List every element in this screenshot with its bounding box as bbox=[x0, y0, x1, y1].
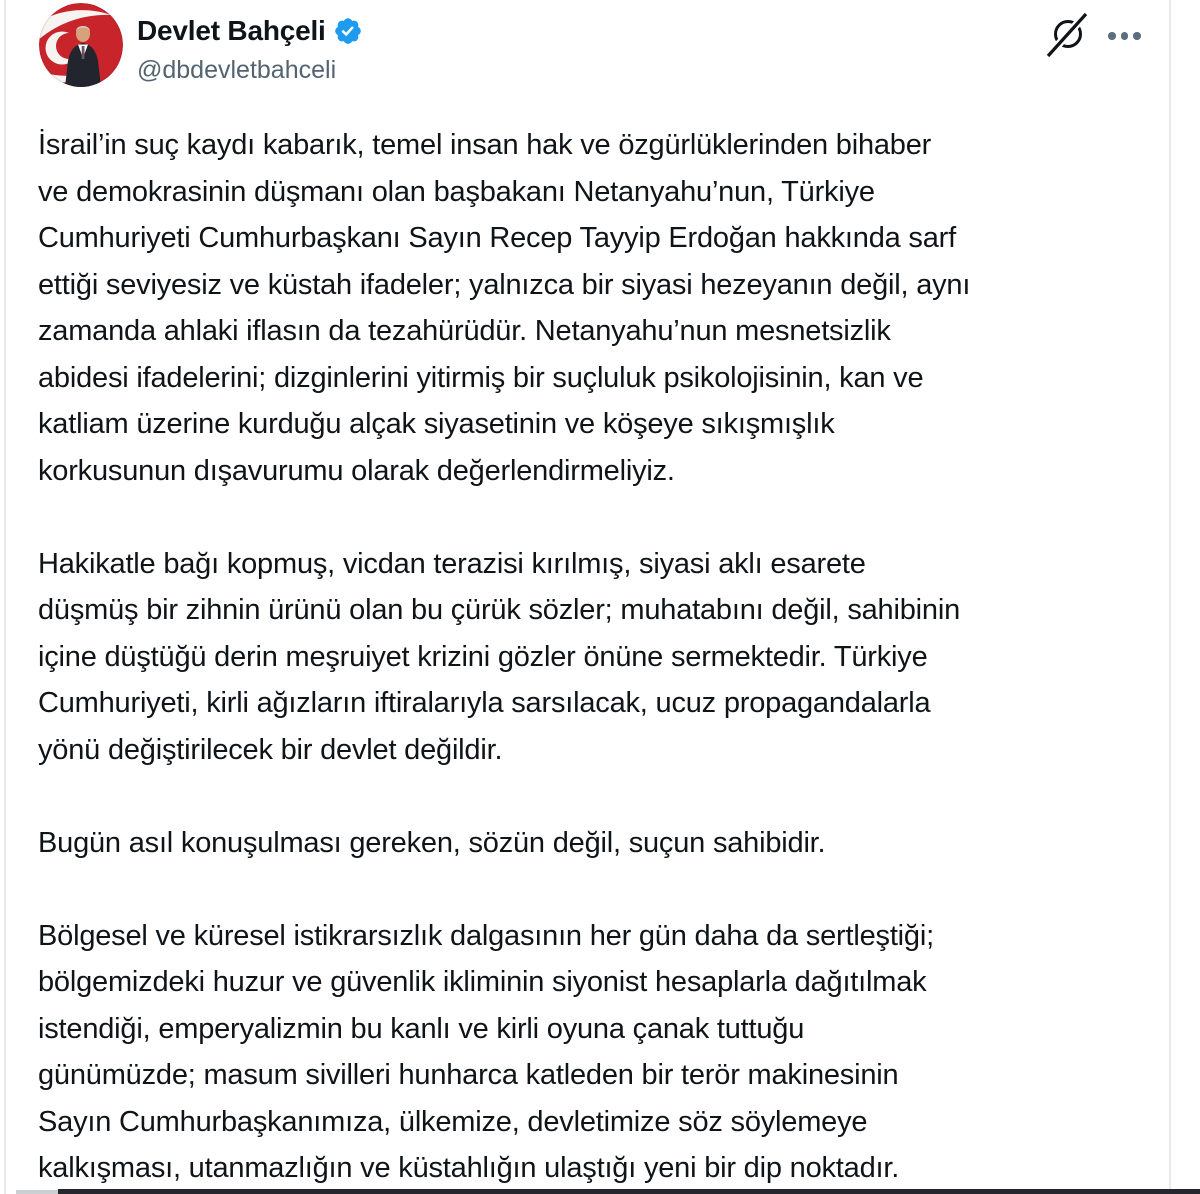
tweet-paragraph bbox=[38, 820, 1160, 867]
tweet-text-line: Bölgesel ve küresel istikrarsızlık dalgasının her gün daha da sertleştiği; bbox=[38, 919, 934, 952]
avatar-image bbox=[39, 3, 123, 87]
user-handle[interactable]: @dbdevletbahceli bbox=[137, 56, 337, 84]
tweet-text-line: Hakikatle bağı kopmuş, vicdan terazisi kırılmış, siyasi aklı esarete bbox=[38, 547, 866, 580]
verified-badge-icon bbox=[333, 16, 363, 46]
tweet-text-line: Sayın Cumhurbaşkanımıza, ülkemize, devletimize söz söylemeye bbox=[38, 1105, 868, 1138]
tweet-text bbox=[38, 122, 1160, 1192]
bottom-crop-edge-dark bbox=[58, 1189, 1200, 1194]
tweet-text-line: istendiği, emperyalizmin bu kanlı ve kirli oyuna çanak tuttuğu bbox=[38, 1012, 805, 1045]
tweet-text-line: İsrail’in suç kaydı kabarık, temel insan hak ve özgürlüklerinden bihaber bbox=[38, 129, 932, 161]
tweet-text-line: kalkışması, utanmazlığın ve küstahlığın ulaştığı yeni bir dip noktadır. bbox=[38, 1152, 900, 1184]
tweet-paragraph bbox=[38, 913, 1160, 1192]
tweet-text-line: abidesi ifadelerini; dizginlerini yitirmiş bir suçluluk psikolojisinin, kan ve bbox=[38, 361, 924, 394]
user-identity bbox=[137, 13, 363, 85]
tweet-text-line: günümüzde; masum sivilleri hunharca katleden bir terör makinesinin bbox=[38, 1059, 899, 1091]
tweet-text-line: içine düştüğü derin meşruiyet krizini gözler önüne sermektedir. Türkiye bbox=[38, 640, 928, 673]
display-name[interactable]: Devlet Bahçeli bbox=[137, 15, 326, 46]
tweet-text-line: zamanda ahlaki iflasın da tezahürüdür. Netanyahu’nun mesnetsizlik bbox=[38, 315, 891, 347]
tweet-text-line: katliam üzerine kurduğu alçak siyasetinin ve köşeye sıkışmışlık bbox=[38, 408, 835, 440]
tweet-text-line: korkusunun dışavurumu olarak değerlendirmeliyiz. bbox=[38, 454, 675, 487]
bottom-crop-edge-light bbox=[16, 1190, 58, 1194]
tweet-paragraph bbox=[38, 541, 1160, 774]
more-options-icon bbox=[1121, 32, 1129, 40]
more-options-icon bbox=[1133, 32, 1141, 40]
more-options-icon bbox=[1108, 32, 1116, 40]
tweet-paragraph bbox=[38, 122, 1160, 494]
timeline-border-right bbox=[1169, 0, 1171, 1194]
avatar[interactable] bbox=[39, 3, 123, 87]
more-options-button[interactable] bbox=[1108, 32, 1141, 40]
grok-button[interactable] bbox=[1044, 8, 1092, 60]
timeline-border-left bbox=[4, 0, 6, 1194]
grok-icon bbox=[1044, 8, 1092, 60]
tweet-text-line: ve demokrasinin düşmanı olan başbakanı Netanyahu’nun, Türkiye bbox=[38, 175, 875, 208]
tweet-text-line: ettiği seviyesiz ve küstah ifadeler; yalnızca bir siyasi hezeyanın değil, aynı bbox=[38, 268, 971, 301]
tweet-text-line: düşmüş bir zihnin ürünü olan bu çürük sözler; muhatabını değil, sahibinin bbox=[38, 594, 960, 626]
tweet-text-line: Cumhuriyeti, kirli ağızların iftiralarıyla sarsılacak, ucuz propagandalarla bbox=[38, 687, 931, 719]
tweet-text-line: yönü değiştirilecek bir devlet değildir. bbox=[38, 733, 503, 766]
tweet-text-line: Cumhuriyeti Cumhurbaşkanı Sayın Recep Tayyip Erdoğan hakkında sarf bbox=[38, 222, 956, 254]
tweet-text-line: bölgemizdeki huzur ve güvenlik ikliminin siyonist hesaplarla dağıtılmak bbox=[38, 966, 927, 998]
tweet-text-line: Bugün asıl konuşulması gereken, sözün değil, suçun sahibidir. bbox=[38, 826, 826, 859]
